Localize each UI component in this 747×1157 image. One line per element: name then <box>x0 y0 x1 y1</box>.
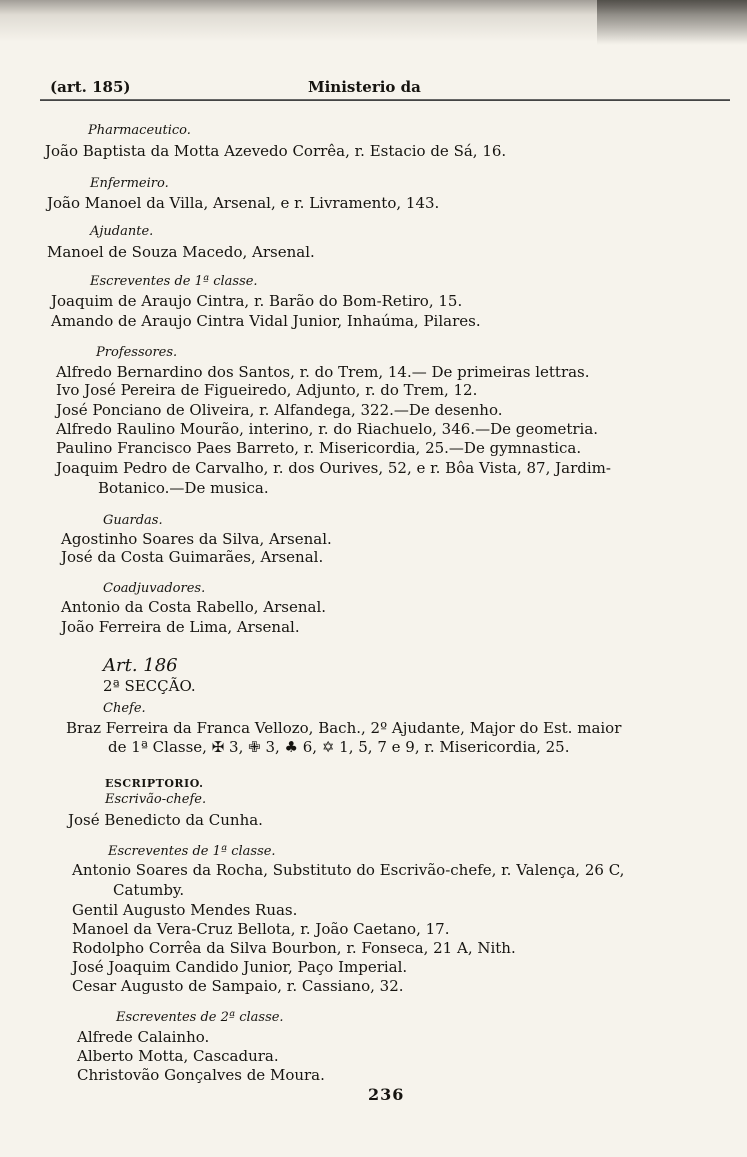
entry-line: Alfrede Calainho. <box>77 1028 210 1046</box>
entry-line: José Joaquim Candido Junior, Paço Imperial. <box>72 958 408 976</box>
entry-line: Manoel de Souza Macedo, Arsenal. <box>47 243 315 261</box>
heading-chefe: Chefe. <box>103 701 146 716</box>
entry-line: Agostinho Soares da Silva, Arsenal. <box>61 530 332 548</box>
entry-line: Paulino Francisco Paes Barreto, r. Misericordia, 25.—De gymnastica. <box>56 439 582 457</box>
entry-continuation: Catumby. <box>113 881 185 899</box>
heading-enfermeiro: Enfermeiro. <box>90 176 169 191</box>
heading-professores: Professores. <box>96 345 178 360</box>
page-header <box>40 78 720 98</box>
entry-line: Joaquim de Araujo Cintra, r. Barão do Bom-Retiro, 15. <box>51 292 463 310</box>
article-number <box>103 655 178 677</box>
entry-line: Rodolpho Corrêa da Silva Bourbon, r. Fonseca, 21 A, Nith. <box>72 939 516 957</box>
entry-continuation: Botanico.—De musica. <box>98 479 269 497</box>
heading-escreventes-1: Escreventes de 1ª classe. <box>90 274 258 289</box>
entry-line: Manoel da Vera-Cruz Bellota, r. João Caetano, 17. <box>72 920 450 938</box>
entry-line: José Benedicto da Cunha. <box>68 811 263 829</box>
heading-coadjuvadores: Coadjuvadores. <box>103 581 206 596</box>
page-number: 236 <box>368 1085 405 1104</box>
entry-line: Gentil Augusto Mendes Ruas. <box>72 901 298 919</box>
heading-escriptorio: ESCRIPTORIO. <box>105 777 204 790</box>
heading-ajudante: Ajudante. <box>90 224 154 239</box>
article-number-text: Art. 186 <box>103 655 178 676</box>
entry-line: João Manoel da Villa, Arsenal, e r. Livramento, 143. <box>47 194 440 212</box>
header-ministry: Ministerio da <box>308 78 421 96</box>
entry-line: João Ferreira de Lima, Arsenal. <box>61 618 300 636</box>
heading-escrivao-chefe: Escrivão-chefe. <box>105 792 207 807</box>
entry-line: Cesar Augusto de Sampaio, r. Cassiano, 32. <box>72 977 404 995</box>
header-rule <box>40 99 730 101</box>
entry-line: Antonio da Costa Rabello, Arsenal. <box>61 598 327 616</box>
entry-line: Christovão Gonçalves de Moura. <box>77 1066 325 1084</box>
section-title: 2ª SECÇÃO. <box>103 677 196 695</box>
entry-line: João Baptista da Motta Azevedo Corrêa, r. Estacio de Sá, 16. <box>45 142 507 160</box>
heading-pharmaceutico: Pharmaceutico. <box>88 123 191 138</box>
entry-line: Ivo José Pereira de Figueiredo, Adjunto, r. do Trem, 12. <box>56 381 478 399</box>
entry-line: Braz Ferreira da Franca Vellozo, Bach., 2º Ajudante, Major do Est. maior <box>66 719 622 737</box>
entry-line: José da Costa Guimarães, Arsenal. <box>61 548 324 566</box>
entry-line: Alberto Motta, Cascadura. <box>77 1047 279 1065</box>
header-article: (art. 185) <box>50 78 131 96</box>
scan-corner-shadow <box>597 0 747 45</box>
entry-continuation: de 1ª Classe, ✠ 3, ✙ 3, ♣ 6, ✡ 1, 5, 7 e 9, r. Misericordia, 25. <box>108 738 570 756</box>
entry-line: Alfredo Bernardino dos Santos, r. do Trem, 14.— De primeiras lettras. <box>56 363 590 381</box>
heading-escreventes-2: Escreventes de 2ª classe. <box>116 1010 284 1025</box>
entry-line: José Ponciano de Oliveira, r. Alfandega, 322.—De desenho. <box>56 401 503 419</box>
entry-line: Antonio Soares da Rocha, Substituto do Escrivão-chefe, r. Valença, 26 C, <box>72 861 625 879</box>
entry-line: Amando de Araujo Cintra Vidal Junior, Inhaúma, Pilares. <box>51 312 481 330</box>
entry-line: Alfredo Raulino Mourão, interino, r. do Riachuelo, 346.—De geometria. <box>56 420 599 438</box>
heading-guardas: Guardas. <box>103 513 163 528</box>
scan-top-noise <box>0 0 747 42</box>
heading-escreventes-1b: Escreventes de 1ª classe. <box>108 844 276 859</box>
entry-line: Joaquim Pedro de Carvalho, r. dos Ourives, 52, e r. Bôa Vista, 87, Jardim- <box>56 459 611 477</box>
